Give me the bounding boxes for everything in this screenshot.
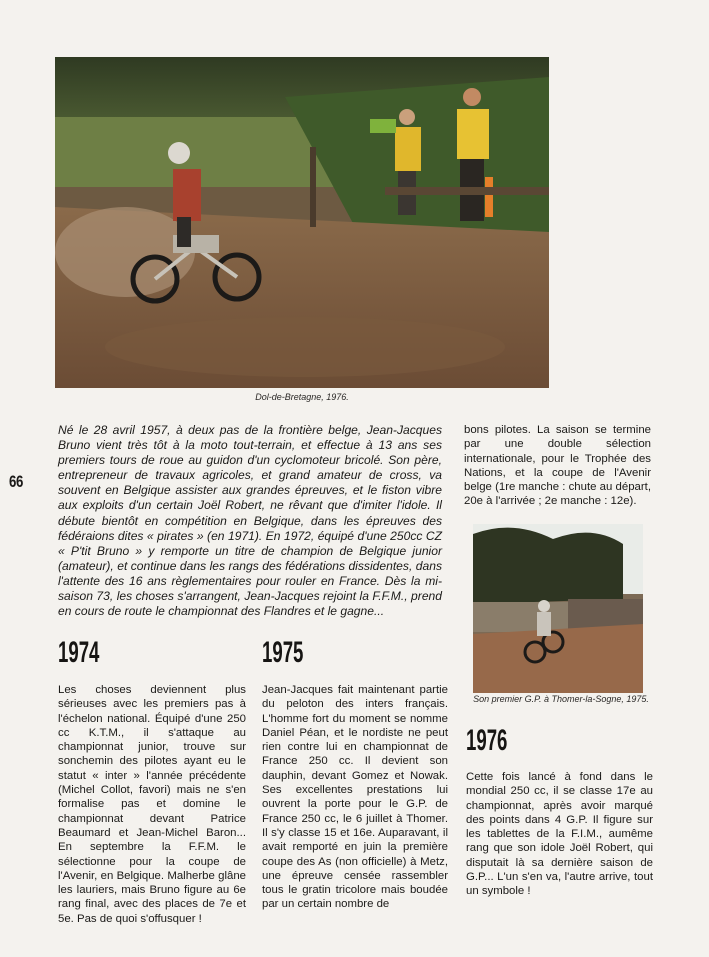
section-1975-text: Jean-Jacques fait maintenant partie du peloton des inters français. L'homme fort du moment se nomme Daniel Péan, et le nordiste ne peut rien contre lui en championnat de France 250 cc. Il devient son dauphin, devant Gomez et Nowak. Ses excellentes prestations lui ouvrent la porte pour le G.P. de France 250 cc, le 6 juillet à Thomer. Il s'y classe 15 et 16e. Auparavant, il avait remporté en juin la première coupe des As (non officielle) à Metz, une épreuve censée rassembler tous le gratin tricolore mais boudée par un certain nombre de (262, 684, 448, 911)
year-heading-1975: 1975 (262, 636, 304, 669)
section-1976-text: Cette fois lancé à fond dans le mondial 250 cc, il se classe 17e au championnat, après avoir marqué des points dans 4 G.P. Il figure sur les tablettes de la F.I.M., aumême rang que son idole Joël Robert, qui disputait là sa dernière saison de G.P... L'un s'en va, l'autre arrive, tout un symbole ! (466, 771, 653, 898)
intro-paragraph: Né le 28 avril 1957, à deux pas de la frontière belge, Jean-Jacques Bruno vient très tôt à la moto tout-terrain, et effectue à 13 ans ses premiers tours de roue au guidon d'un cyclomoteur bricolé. Son père, entrepreneur de travaux agricoles, et grand amateur de cross, va souvent en Belgique assister aux grandes épreuves, et le fiston vibre aux exploits d'un certain Joël Robert, ne rêvant que d'imiter l'idole. Il débute bientôt en compétition en Belgique, dans les épreuves des fédéraions dites « pirates » (en 1971). En 1972, équipé d'une 250cc CZ « P'tit Bruno » y remporte un titre de champion de Belgique junior (amateur), et continue dans les rangs des fédérations dissidentes, dans l'attente des 16 ans règlementaires pour rouler en France. Dès la mi-saison 73, les choses s'arrangent, Jean-Jacques rejoint la F.F.M., prend en cours de route le championnat des Flandres et le gagne... (58, 423, 442, 619)
page-number: 66 (9, 472, 23, 491)
year-heading-1976: 1976 (466, 724, 508, 757)
photo-caption: Dol-de-Bretagne, 1976. (255, 392, 349, 402)
motocross-photo-dol-de-bretagne (55, 57, 549, 388)
motocross-photo-thomer (473, 524, 643, 693)
photo-caption-small: Son premier G.P. à Thomer-la-Sogne, 1975. (473, 694, 649, 704)
section-1974-text: Les choses deviennent plus sérieuses avec les premiers pas à l'échelon national. Équipé d'une 250 cc K.T.M., il s'attaque au championnat junior, trouve sur sonchemin des pilotes ayant eu le statut « inter » l'année précédente (Michel Collot, favori) mais ne s'en formalise pas et domine le championnat devant Patrice Beaumard et Jean-Michel Baron... En septembre la F.F.M. le sélectionne pour la coupe de l'Avenir, en Belgique. Malherbe glâne les lauriers, mais Bruno figure au 6e rang final, avec des places de 7e et 5e. Pas de quoi s'offusquer ! (58, 684, 246, 925)
year-heading-1974: 1974 (58, 636, 100, 669)
section-1975-continuation: bons pilotes. La saison se termine par une double sélection internationale, pour le Trophée des Nations, et la coupe de l'Avenir belge (1re manche : chute au départ, 20e à l'arrivée ; 2e manche : 12e). (464, 424, 651, 508)
